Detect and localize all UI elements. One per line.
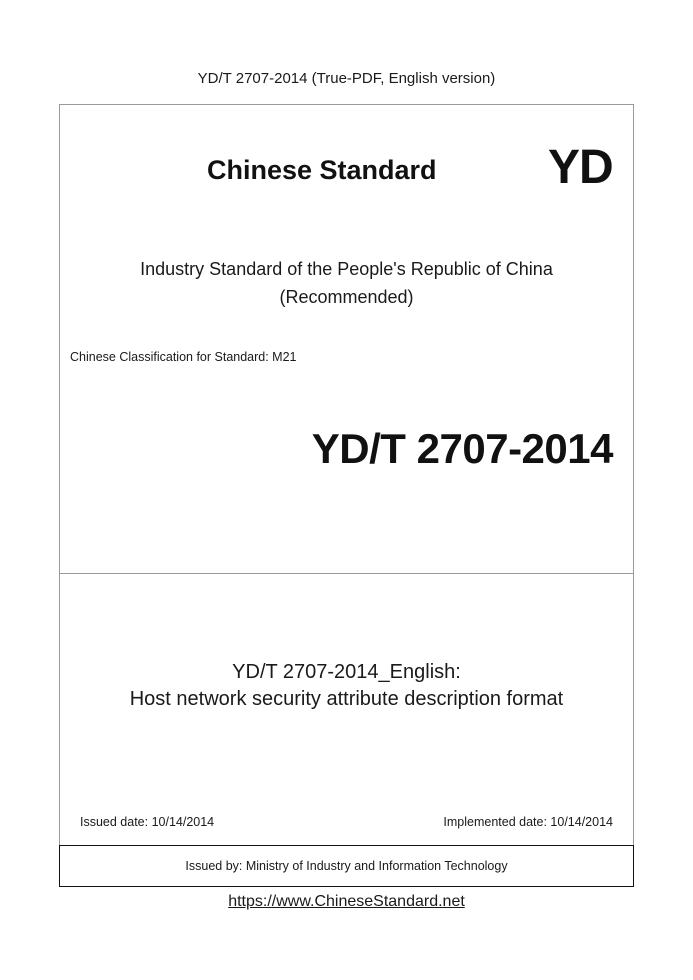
document-title-code: YD/T 2707-2014_English: [232, 661, 461, 683]
document-title-name: Host network security attribute description format [129, 688, 564, 710]
standard-number: YD/T 2707-2014 [311, 425, 613, 472]
industry-standard-line: Industry Standard of the People's Republic of China [140, 259, 553, 279]
footer [0, 893, 693, 911]
classification-label: Chinese Classification for Standard: M21 [70, 350, 297, 364]
recommended-label: (Recommended) [279, 287, 414, 307]
header-caption: YD/T 2707-2014 (True-PDF, English version) [197, 70, 496, 87]
brand-title: Chinese Standard [207, 155, 437, 185]
issuer-label: Issued by: Ministry of Industry and Information Technology [185, 859, 508, 873]
brand-code: YD [548, 141, 613, 194]
website-link[interactable]: https://www.ChineseStandard.net [228, 893, 465, 910]
implemented-date: Implemented date: 10/14/2014 [443, 815, 613, 829]
issuer-box [59, 845, 634, 887]
issued-date: Issued date: 10/14/2014 [80, 815, 215, 829]
